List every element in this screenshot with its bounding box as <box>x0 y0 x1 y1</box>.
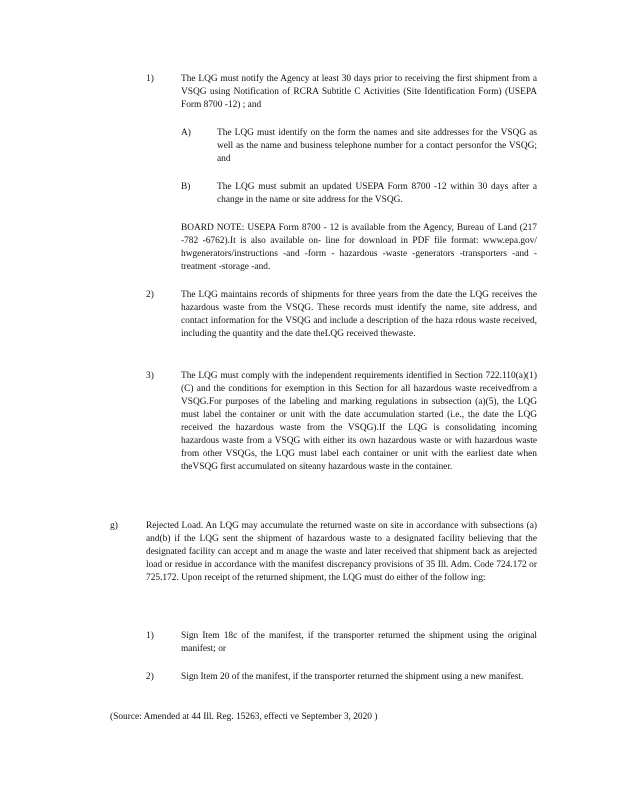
g-item-1-label: 1) <box>146 631 154 641</box>
item-1a-label: A) <box>181 128 191 138</box>
item-3-label: 3) <box>146 371 154 381</box>
item-1b-text: The LQG must submit an updated USEPA Form 8700 -12 within 30 days after a change in the name or site address for the VSQG. <box>217 182 537 205</box>
source-note: (Source: Amended at 44 Ill. Reg. 15263, effecti ve September 3, 2020 ) <box>110 712 378 722</box>
g-item-2-label: 2) <box>146 672 154 682</box>
g-item-1-text: Sign Item 18c of the manifest, if the transporter returned the shipment using the original manifest; or <box>181 631 537 654</box>
subsection-g-text: Rejected Load. An LQG may accumulate the returned waste on site in accordance with subsections (a) and(b) if the LQG sent the shipment of hazardous waste to a designated facility believing that the designated facility can accept and m anage the waste and later received that shipment back as arejected load or residue in accordance with the manifest discrepancy provisions of 35 Ill. Adm. Code 724.172 or 725.172. Upon receipt of the returned shipment, the LQG must do either of the follow ing: <box>146 521 537 583</box>
g-item-2-text: Sign Item 20 of the manifest, if the transporter returned the shipment using a new manifest. <box>181 672 524 682</box>
item-2-label: 2) <box>146 290 154 300</box>
board-note: BOARD NOTE: USEPA Form 8700 - 12 is available from the Agency, Bureau of Land (217 -782 -6762).It is also available on- line for download in PDF file format: www.epa.gov/ hwgenerators/instructions -and -form - hazardous -waste -generators -transporters -and -treatment -storage -and. <box>181 223 537 272</box>
subsection-g-label: g) <box>110 521 118 531</box>
item-1b-label: B) <box>181 182 191 192</box>
item-1-label: 1) <box>146 74 154 84</box>
item-1a-text: The LQG must identify on the form the names and site addresses for the VSQG as well as the name and business telephone number for a contact personfor the VSQG; and <box>217 128 537 164</box>
item-1-text: The LQG must notify the Agency at least 30 days prior to receiving the first shipment from a VSQG using Notification of RCRA Subtitle C Activities (Site Identification Form) (USEPA Form 8700 -12) ; and <box>181 74 537 110</box>
item-2-text: The LQG maintains records of shipments for three years from the date the LQG receives the hazardous waste from the VSQG. These records must identify the name, site address, and contact information for the VSQG and include a description of the haza rdous waste received, including the quantity and the date theLQG received thewaste. <box>181 290 537 339</box>
item-3-text: The LQG must comply with the independent requirements identified in Section 722.110(a)(1)(C) and the conditions for exemption in this Section for all hazardous waste receivedfrom a VSQG.For purposes of the labeling and marking regulations in subsection (a)(5), the LQG must label the container or unit with the date accumulation started (i.e., the date the LQG received the hazardous waste from the VSQG).If the LQG is consolidating incoming hazardous waste from a VSQG with either its own hazardous waste or with hazardous waste from other VSQGs, the LQG must label each container or unit with the earliest date when theVSQG first accumulated on siteany hazardous waste in the container. <box>181 371 537 472</box>
